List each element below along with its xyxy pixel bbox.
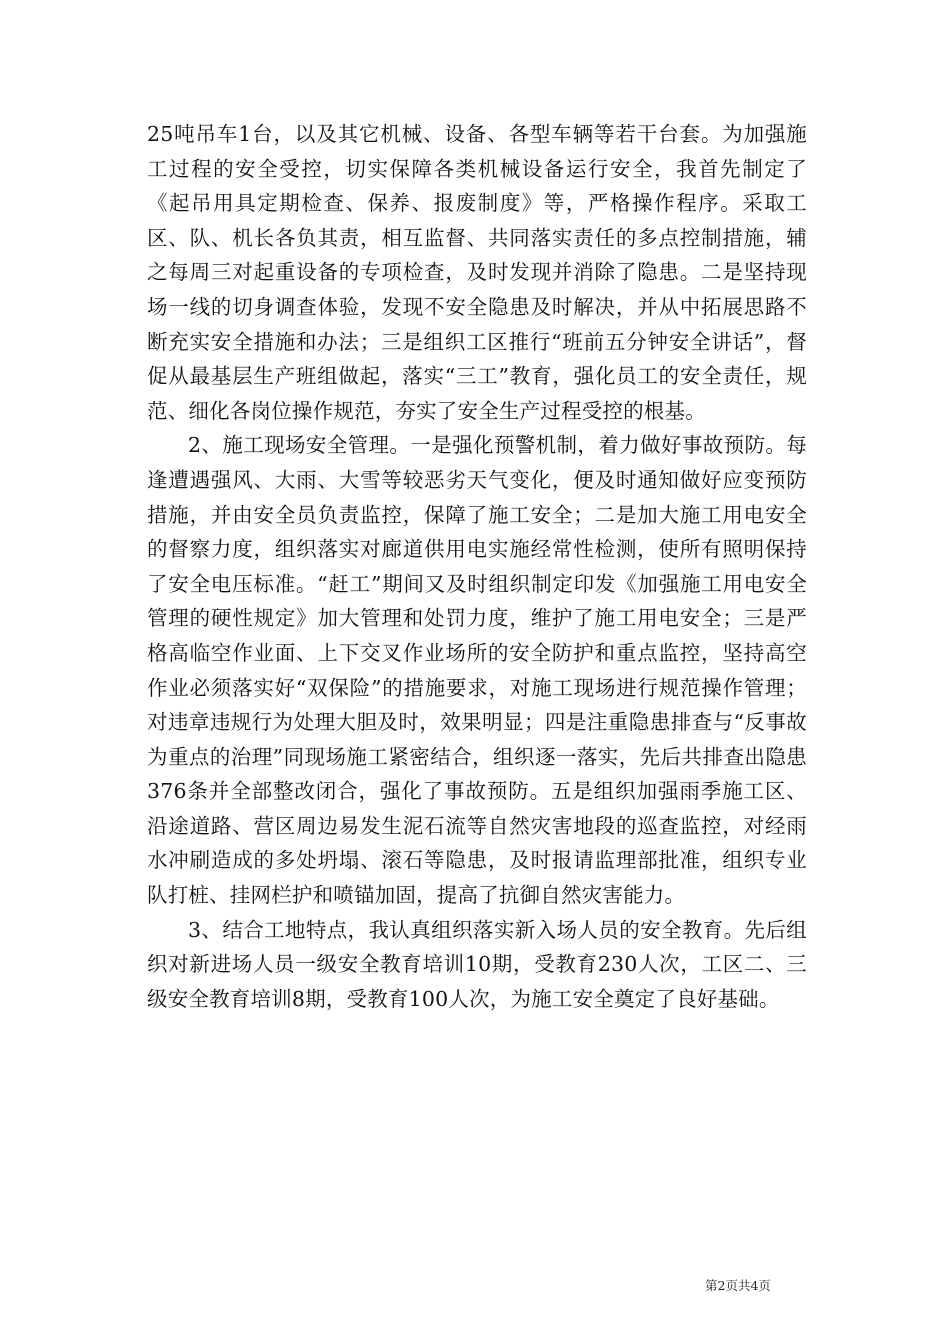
paragraph-1: 25吨吊车1台，以及其它机械、设备、各型车辆等若干台套。为加强施工过程的安全受控，切实保障各类机械设备运行安全，我首先制定了《起吊用具定期检查、保养、报废制度》等，严格操作程序。采取工区、队、机长各负其责，相互监督、共同落实责任的多点控制措施，辅之每周三对起重设备的专项检查，及时发现并消除了隐患。二是坚持现场一线的切身调查体验，发现不安全隐患及时解决，并从中拓展思路不断充实安全措施和办法；三是组织工区推行“班前五分钟安全讲话”，督促从最基层生产班组做起，落实“三工”教育，强化员工的安全责任，规范、细化各岗位操作规范，夯实了安全生产过程受控的根基。 [147, 122, 807, 423]
document-body [147, 117, 807, 1016]
paragraph-2: 2、施工现场安全管理。一是强化预警机制，着力做好事故预防。每逢遭遇强风、大雨、大雪等较恶劣天气变化，便及时通知做好应变预防措施，并由安全员负责监控，保障了施工安全；二是加大施工用电安全的督察力度，组织落实对廊道供用电实施经常性检测，使所有照明保持了安全电压标准。“赶工”期间又及时组织制定印发《加强施工用电安全管理的硬性规定》加大管理和处罚力度，维护了施工用电安全；三是严格高临空作业面、上下交叉作业场所的安全防护和重点监控，坚持高空作业必须落实好“双保险”的措施要求，对施工现场进行规范操作管理；对违章违规行为处理大胆及时，效果明显；四是注重隐患排查与“反事故为重点的治理”同现场施工紧密结合，组织逐一落实，先后共排查出隐患376条并全部整改闭合，强化了事故预防。五是组织加强雨季施工区、沿途道路、营区周边易发生泥石流等自然灾害地段的巡查监控，对经雨水冲刷造成的多处坍塌、滚石等隐患，及时报请监理部批准，组织专业队打桩、挂网栏护和喷锚加固，提高了抗御自然灾害能力。 [147, 433, 807, 908]
paragraph-3: 3、结合工地特点，我认真组织落实新入场人员的安全教育。先后组织对新进场人员一级安全教育培训10期，受教育230人次，工区二、三级安全教育培训8期，受教育100人次，为施工安全奠定了良好基础。 [147, 917, 807, 1011]
page-number-footer: 第2页共4页 [705, 1278, 771, 1293]
